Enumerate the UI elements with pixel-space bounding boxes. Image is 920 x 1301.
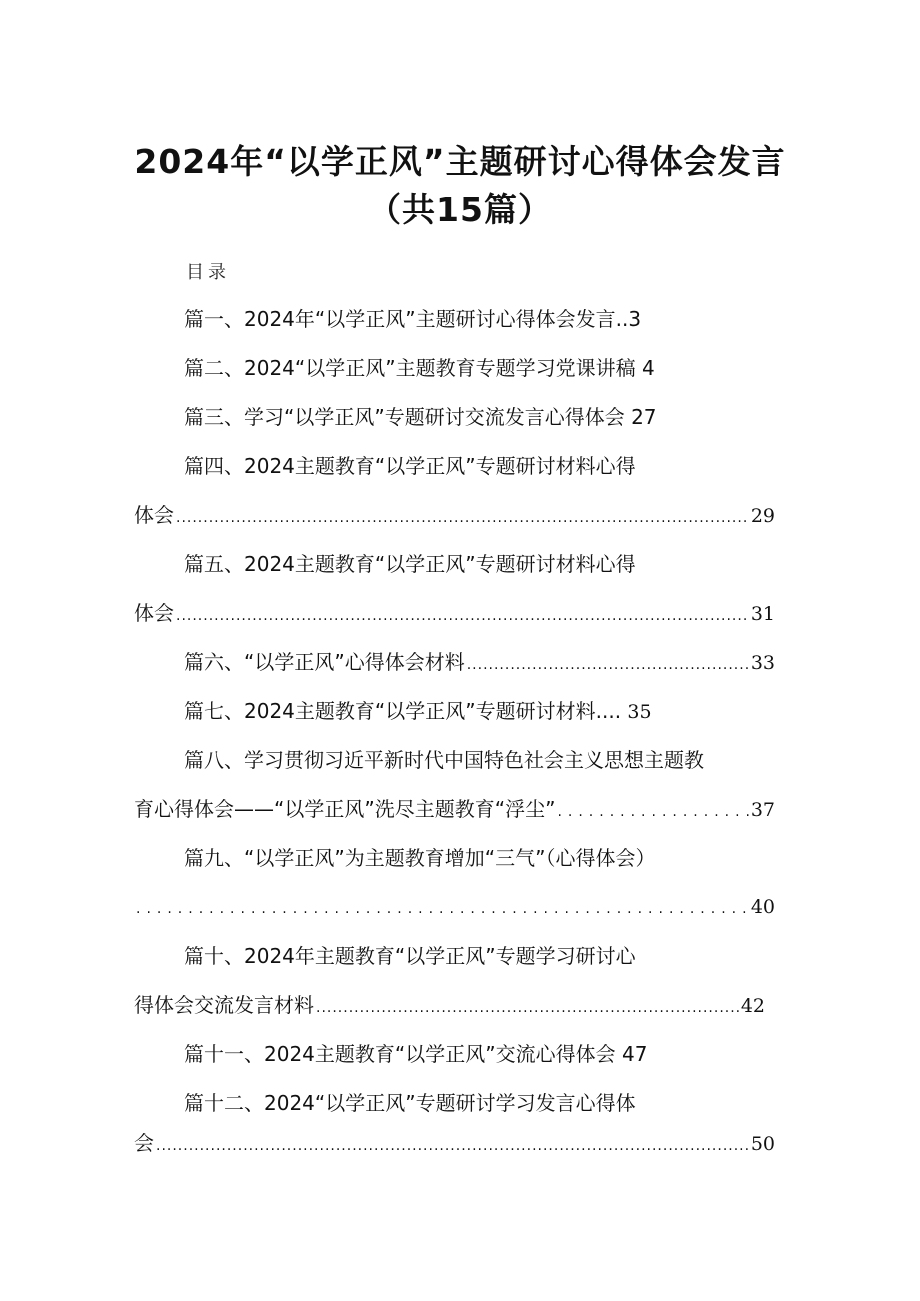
toc-entry-8-line1[interactable]: 篇八、学习贯彻习近平新时代中国特色社会主义思想主题教 <box>184 748 704 772</box>
toc-entry-4-line2[interactable] <box>134 502 775 531</box>
toc-entry-text: 篇六、“以学正风”心得体会材料 <box>184 650 465 674</box>
toc-page-number: 31 <box>750 603 775 625</box>
toc-page-number: 50 <box>750 1133 775 1155</box>
toc-entry-1[interactable]: 篇一、2024年“以学正风”主题研讨心得体会发言..3 <box>184 307 642 331</box>
toc-entry-text: 得体会交流发言材料 <box>134 993 314 1017</box>
toc-entry-4-line1[interactable]: 篇四、2024主题教育“以学正风”专题研讨材料心得 <box>184 454 636 478</box>
toc-page-number: 33 <box>750 652 775 674</box>
toc-entry-3[interactable]: 篇三、学习“以学正风”专题研讨交流发言心得体会 27 <box>184 405 657 429</box>
toc-entry-10-line1[interactable]: 篇十、2024年主题教育“以学正风”专题学习研讨心 <box>184 944 636 968</box>
dot-leader <box>176 603 749 629</box>
document-title: 2024年“以学正风”主题研讨心得体会发言 <box>134 142 786 181</box>
toc-entry-7[interactable] <box>184 698 652 725</box>
dot-leader <box>557 799 748 825</box>
dot-leader <box>467 652 749 678</box>
dot-leader <box>136 896 749 922</box>
toc-entry-5-line2[interactable] <box>134 600 775 629</box>
toc-entry-10-line2[interactable] <box>134 992 765 1021</box>
toc-entry-text: 育心得体会——“以学正风”洗尽主题教育“浮尘” <box>134 797 556 821</box>
toc-page-number: 42 <box>740 995 765 1017</box>
toc-page-number: 35 <box>627 701 652 723</box>
dot-leader <box>316 995 739 1021</box>
document-subtitle: （共15篇） <box>368 190 552 229</box>
toc-entry-8-line2[interactable] <box>134 796 775 825</box>
toc-entry-text: 会 <box>134 1131 154 1155</box>
toc-entry-2[interactable]: 篇二、2024“以学正风”主题教育专题学习党课讲稿 4 <box>184 356 655 380</box>
dot-leader <box>176 505 749 531</box>
toc-entry-9-line1[interactable]: 篇九、“以学正风”为主题教育增加“三气”（心得体会） <box>184 846 656 870</box>
toc-entry-text: 体会 <box>134 503 174 527</box>
toc-page-number: 40 <box>750 896 775 918</box>
toc-entry-6[interactable] <box>184 649 775 678</box>
toc-entry-text: 体会 <box>134 601 174 625</box>
toc-entry-11[interactable]: 篇十一、2024主题教育“以学正风”交流心得体会 47 <box>184 1042 648 1066</box>
toc-page-number: 37 <box>750 799 775 821</box>
toc-page-number: 29 <box>750 505 775 527</box>
dot-leader <box>156 1133 749 1159</box>
toc-heading: 目录 <box>186 262 230 283</box>
toc-entry-5-line1[interactable]: 篇五、2024主题教育“以学正风”专题研讨材料心得 <box>184 552 636 576</box>
toc-entry-9-line2[interactable] <box>134 894 775 922</box>
toc-entry-12-line1[interactable]: 篇十二、2024“以学正风”专题研讨学习发言心得体 <box>184 1091 636 1115</box>
toc-entry-text: 篇七、2024主题教育“以学正风”专题研讨材料.... <box>184 699 622 723</box>
toc-entry-12-line2[interactable] <box>134 1130 775 1159</box>
